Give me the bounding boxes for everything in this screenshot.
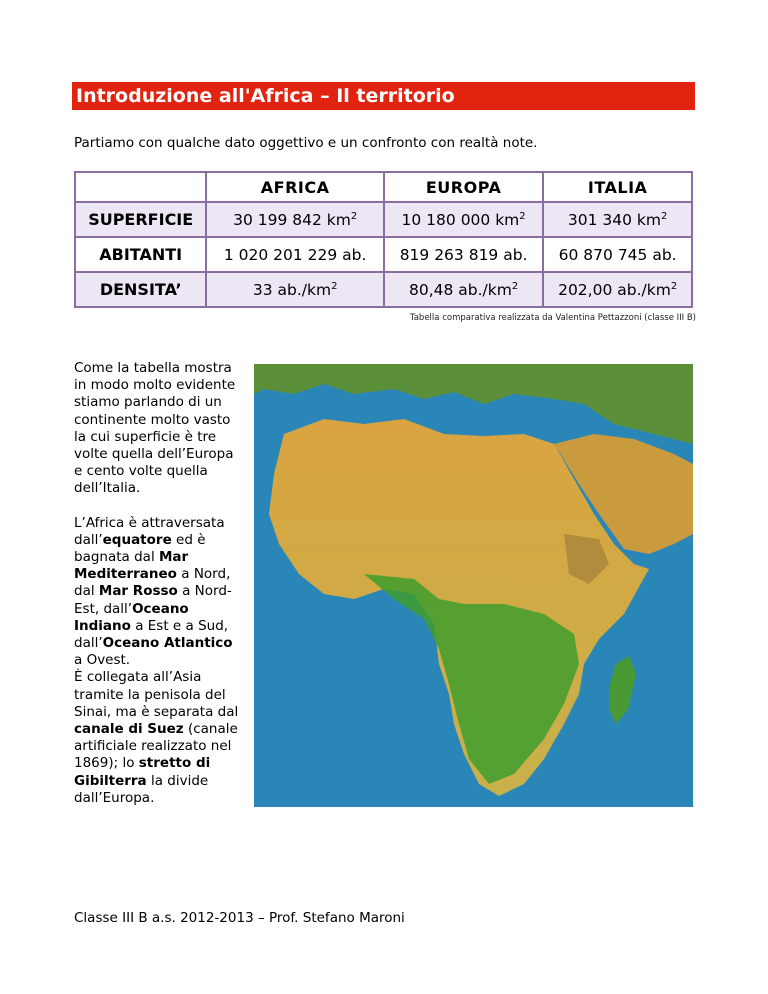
table-cell: 33 $ab./km^2$ [206,272,384,307]
header-europa: EUROPA [384,172,543,202]
table-cell: 10 180 000 $km^2$ [384,202,543,237]
table-row [75,237,692,272]
africa-relief-map [254,364,693,807]
header-italia: ITALIA [543,172,692,202]
body-text-column [74,360,239,824]
header-africa: AFRICA [206,172,384,202]
table-cell: 1 020 201 229 ab. [206,237,384,272]
table-row [75,272,692,307]
table-caption: Tabella comparativa realizzata da Valentina Pettazzoni (classe III B) [409,313,696,323]
table-cell: 819 263 819 ab. [384,237,543,272]
paragraph-tabella: Come la tabella mostra in modo molto evidente stiamo parlando di un continente molto vasto la cui superficie è tre volte quella dell’Europa e cento volte quella dell’Italia. [74,360,236,497]
table-cell: 60 870 745 ab. [543,237,692,272]
table-row [75,202,692,237]
intro-text: Partiamo con qualche dato oggettivo e un confronto con realtà note. [74,135,538,151]
row-label-abitanti: ABITANTI [75,237,206,272]
table-cell: 80,48 $ab./km^2$ [384,272,543,307]
africa-map-graphic [254,364,693,807]
table-cell: 301 340 $km^2$ [543,202,692,237]
page-title: Introduzione all'Africa – Il territorio [76,85,455,107]
paragraph-confini: L’Africa è attraversata dall’equatore ed è bagnata dal Mar Mediterraneo a Nord, dal Mar Rosso a Nord-Est, dall’Oceano Indiano a Est e a Sud, dall’Oceano Atlantico a Ovest. È collegata all’Asia tramite la penisola del Sinai, ma è separata dal canale di Suez (canale artificiale realizzato nel 1869); lo stretto di Gibilterra la divide dall’Europa. [74,514,239,806]
row-label-densita: DENSITA’ [75,272,206,307]
table-corner-cell [75,172,206,202]
table-header-row [75,172,692,202]
row-label-superficie: SUPERFICIE [75,202,206,237]
footer: Classe III B a.s. 2012-2013 – Prof. Stefano Maroni [74,910,405,926]
table-cell: 30 199 842 $km^2$ [206,202,384,237]
title-bar [72,82,695,110]
comparison-table [74,171,693,308]
table-cell: 202,00 $ab./km^2$ [543,272,692,307]
